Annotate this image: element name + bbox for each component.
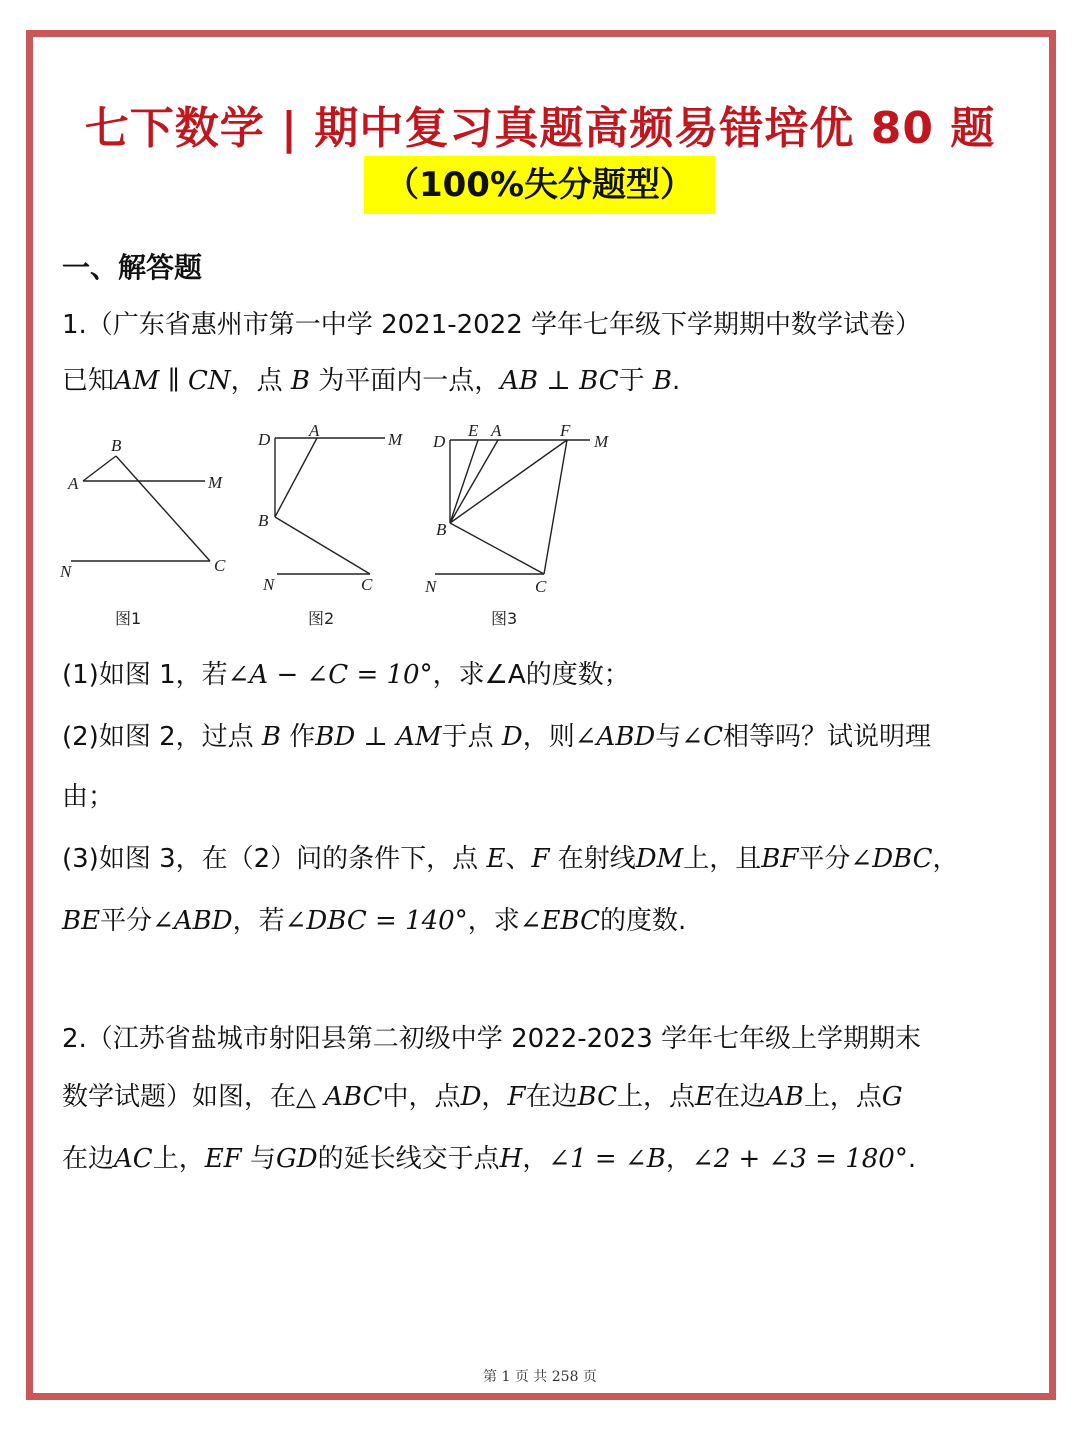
q1-part3-text: 、 xyxy=(505,844,532,874)
fig3-label-F: F xyxy=(560,421,571,440)
fig3-label-B: B xyxy=(436,520,447,539)
fig1-label-M: M xyxy=(208,473,223,492)
q2-text: 的延长线交于点 xyxy=(317,1144,500,1174)
fig1-segment-AB xyxy=(83,456,116,481)
q2-math: GD xyxy=(276,1144,318,1174)
fig1-label-N: N xyxy=(60,562,72,581)
q1-given-math: B xyxy=(290,366,310,396)
q2-math: AC xyxy=(114,1144,153,1174)
q2-math: AB xyxy=(766,1082,804,1112)
page-subtitle-highlight: （100%失分题型） xyxy=(364,156,715,214)
fig2-segment-BA xyxy=(275,438,317,517)
q1-figures-svg xyxy=(55,420,635,635)
q1-part3-text: (3)如图 3，在（2）问的条件下，点 xyxy=(62,844,487,874)
fig2-label-A: A xyxy=(309,421,320,440)
q1-given-line xyxy=(62,366,680,397)
q1-part3-math: ∠DBC = 140° xyxy=(284,906,468,936)
fig3-label-D: D xyxy=(433,432,446,451)
q1-part3-math: ∠ABD xyxy=(152,906,233,936)
q2-text: ， xyxy=(481,1082,508,1112)
fig1-label-C: C xyxy=(214,556,226,575)
page-border-frame xyxy=(26,30,1056,1400)
q2-text: ， xyxy=(665,1144,692,1174)
q1-part3-math: DM xyxy=(635,844,684,874)
q2-text: 与 xyxy=(241,1144,276,1174)
q1-part1-text: (1)如图 1，若 xyxy=(62,660,228,690)
q2-text: 上，点 xyxy=(803,1082,882,1112)
q1-given-math: AB ⊥ BC xyxy=(500,366,619,396)
fig1-label-A: A xyxy=(68,474,79,493)
q1-part2-text: 与 xyxy=(655,722,682,752)
q1-part2-text: 于点 xyxy=(441,722,502,752)
q1-part2-math: ∠ABD xyxy=(574,722,656,752)
q1-part3-text: 在射线 xyxy=(549,844,636,874)
q2-line3 xyxy=(62,1144,916,1175)
fig2-label-N: N xyxy=(263,575,275,594)
q2-math: E xyxy=(695,1082,714,1112)
q1-given-text: ，点 xyxy=(230,366,291,396)
fig3-segment-BC xyxy=(450,523,544,574)
q1-part3-text: ， xyxy=(932,844,959,874)
q1-given-text: 于 xyxy=(618,366,653,396)
q2-math: BC xyxy=(577,1082,617,1112)
q1-part2-math: ∠C xyxy=(681,722,723,752)
q2-math: D xyxy=(460,1082,482,1112)
q2-math: G xyxy=(881,1082,903,1112)
q1-part3-text: 上，且 xyxy=(683,844,762,874)
page-footer: 第 1 页 共 258 页 xyxy=(483,1369,597,1385)
q1-part2-text: ，则 xyxy=(522,722,575,752)
q2-text: 在边 xyxy=(713,1082,766,1112)
q1-part3-text: 的度数. xyxy=(599,906,687,936)
q1-part3-line2 xyxy=(62,906,686,937)
q1-part3 xyxy=(62,844,959,875)
q1-part2-text: 相等吗？试说明理 xyxy=(722,722,931,752)
q1-part2-line2: 由； xyxy=(62,782,115,812)
q1-part3-math: ∠EBC xyxy=(519,906,600,936)
q2-math: ∠2 + ∠3 = 180° xyxy=(691,1144,908,1174)
fig2-segment-BC xyxy=(275,517,370,574)
fig3-label-N: N xyxy=(425,577,437,596)
fig1-segment-BC xyxy=(116,456,210,561)
q2-text: 在边 xyxy=(525,1082,578,1112)
q2-text: 在边 xyxy=(62,1144,115,1174)
q2-text: 上，点 xyxy=(616,1082,695,1112)
q1-source-line: 1.（广东省惠州市第一中学 2021-2022 学年七年级下学期期中数学试卷） xyxy=(62,310,922,340)
q2-math: EF xyxy=(204,1144,242,1174)
q1-part3-text: 平分 xyxy=(798,844,851,874)
fig1-label-B: B xyxy=(111,436,122,455)
q2-text: 上， xyxy=(152,1144,205,1174)
q2-text: . xyxy=(907,1144,917,1174)
fig2-label-C: C xyxy=(361,575,373,594)
q1-part2-text: 作 xyxy=(281,722,316,752)
fig2-label-M: M xyxy=(388,430,403,449)
q2-text: 中，点 xyxy=(382,1082,461,1112)
q2-line2 xyxy=(62,1082,903,1113)
q2-math: ∠1 = ∠B xyxy=(548,1144,666,1174)
q1-given-text: . xyxy=(671,366,681,396)
q1-part2-math: B xyxy=(261,722,282,752)
fig3-segment-FC xyxy=(544,440,567,574)
q1-part2-math: D xyxy=(501,722,523,752)
q1-part3-math: BE xyxy=(62,906,101,936)
q1-part3-text: ，求 xyxy=(467,906,520,936)
fig2-caption: 图2 xyxy=(308,609,335,628)
q1-part3-text: 平分 xyxy=(100,906,153,936)
q2-source-line: 2.（江苏省盐城市射阳县第二初级中学 2022-2023 学年七年级上学期期末 xyxy=(62,1024,922,1054)
q2-math: H xyxy=(499,1144,523,1174)
q1-given-math: AM ∥ CN xyxy=(114,366,231,396)
fig3-label-E: E xyxy=(468,421,479,440)
q1-figures xyxy=(55,420,635,635)
q1-part2 xyxy=(62,722,931,753)
q1-given-text: 已知 xyxy=(62,366,115,396)
q2-text: ， xyxy=(522,1144,549,1174)
q2-text: 数学试题）如图，在 xyxy=(62,1082,297,1112)
q1-part1-math: ∠A − ∠C = 10° xyxy=(227,660,433,690)
fig2-label-D: D xyxy=(258,430,271,449)
fig3-label-C: C xyxy=(535,577,547,596)
fig3-label-M: M xyxy=(594,432,609,451)
section-heading: 一、解答题 xyxy=(62,251,203,284)
fig3-label-A: A xyxy=(491,421,502,440)
q1-part3-math: ∠DBC xyxy=(850,844,933,874)
q1-part2-math: BD ⊥ AM xyxy=(315,722,442,752)
q1-part1-text: ，求∠A的度数； xyxy=(432,660,630,690)
q1-part2-text: (2)如图 2，过点 xyxy=(62,722,262,752)
q1-part1 xyxy=(62,660,630,691)
q2-math: F xyxy=(507,1082,526,1112)
page-title: 七下数学 | 期中复习真题高频易错培优 80 题 xyxy=(84,103,996,154)
fig3-caption: 图3 xyxy=(491,609,518,628)
q1-given-text: 为平面内一点， xyxy=(309,366,501,396)
q1-part3-math: E xyxy=(486,844,506,874)
q2-math: △ ABC xyxy=(296,1082,383,1112)
q1-part3-text: ，若 xyxy=(232,906,285,936)
fig3-segment-BF xyxy=(450,440,567,523)
fig2-label-B: B xyxy=(258,511,269,530)
q1-part3-math: BF xyxy=(761,844,799,874)
fig1-caption: 图1 xyxy=(115,609,142,628)
q1-part3-math: F xyxy=(531,844,550,874)
q1-given-math: B xyxy=(652,366,672,396)
